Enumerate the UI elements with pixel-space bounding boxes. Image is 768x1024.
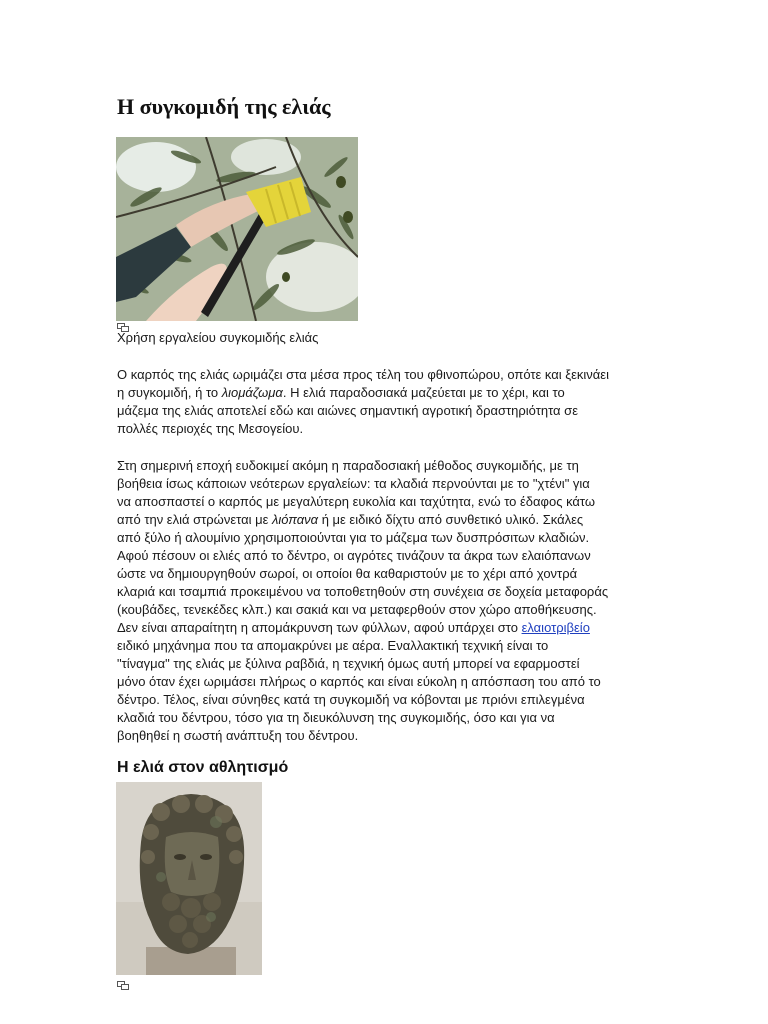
text-segment: ή με ειδικό δίχτυ από συνθετικό υλικό. Σκάλες <box>318 512 584 527</box>
text-line: από ξύλο ή αλουμίνιο χρησιμοποιούνται για το μάζεμα των δυσπρόσιτων κλαδιών. <box>117 530 590 545</box>
text-line: "τίναγμα" της ελιάς με ξύλινα ραβδιά, η τεχνική όμως αυτή μπορεί να εφαρμοστεί <box>117 656 580 671</box>
italic-term: λιόπανα <box>271 512 319 527</box>
paragraph-harvest-methods <box>117 457 657 745</box>
text-segment: από την ελιά στρώνεται με <box>117 512 272 527</box>
text-segment: Δεν είναι απαραίτητη η απομάκρυνση των φύλλων, αφού υπάρχει στο <box>117 620 522 635</box>
text-line: (κουβάδες, τενεκέδες κλπ.) και σακιά και να μεταφερθούν στον χώρο αποθήκευσης. <box>117 602 597 617</box>
olive-harvest-illustration <box>116 137 358 321</box>
text-line: Ο καρπός της ελιάς ωριμάζει στα μέσα προς τέλη του φθινοπώρου, οπότε και ξεκινάει <box>117 367 609 382</box>
text-line: κλαριά και τσαμπιά προκειμένου να τοποθετηθούν στη συνέχεια σε δοχεία μεταφοράς <box>117 584 609 599</box>
text-line: πολλές περιοχές της Μεσογείου. <box>117 421 304 436</box>
text-line: ώστε να δημιουργηθούν σωροί, οι οποίοι θα καθαριστούν με το χέρι από χοντρά <box>117 566 578 581</box>
text-line: Στη σημερινή εποχή ευδοκιμεί ακόμη η παραδοσιακή μέθοδος συγκομιδής, με τη <box>117 458 579 473</box>
page-title: Η συγκομιδή της ελιάς <box>117 94 331 119</box>
section-heading: Η ελιά στον αθλητισμό <box>117 759 289 776</box>
text-line <box>117 384 657 402</box>
italic-term: λιομάζωμα <box>221 385 283 400</box>
text-line: Αφού πέσουν οι ελιές από το δέντρο, οι αγρότες τινάζουν τα άκρα των ελαιόπανων <box>117 548 591 563</box>
text-line: κλαδιά του δέντρου, τόσο για τη διευκόλυνση της συγκομιδής, όσο και για να <box>117 710 555 725</box>
image-placeholder-icon <box>117 977 129 986</box>
text-line <box>117 511 657 529</box>
text-line: να αποσπαστεί ο καρπός με μεγαλύτερη ευκολία και ταχύτητα, ενώ το έδαφος κάτω <box>117 494 596 509</box>
image-placeholder-icon <box>117 319 129 328</box>
text-line: βοήθεια ίσως κάποιων νεότερων εργαλείων: τα κλαδιά περνούνται με το "χτένι" για <box>117 476 590 491</box>
text-segment: η συγκομιδή, ή το <box>117 385 222 400</box>
text-segment: . Η ελιά παραδοσιακά μαζεύεται με το χέρι, και το <box>282 385 565 400</box>
text-line: βοηθηθεί η σωστή ανάπτυξη του δέντρου. <box>117 728 359 743</box>
text-line: μάζεμα της ελιάς αποτελεί εδώ και αιώνες σημαντική αγροτική δραστηριότητα σε <box>117 403 578 418</box>
text-line <box>117 619 657 637</box>
bronze-head-illustration <box>116 782 262 975</box>
paragraph-harvest-season <box>117 366 657 438</box>
olive-harvest-photo <box>116 137 358 321</box>
text-line: μόνο όταν έχει ωριμάσει πλήρως ο καρπός και είναι εύκολη η απόσπαση του από το <box>117 674 601 689</box>
olive-mill-link[interactable]: ελαιοτριβείο <box>521 620 590 635</box>
image-caption: Χρήση εργαλείου συγκομιδής ελιάς <box>117 330 319 345</box>
text-line: ειδικό μηχάνημα που τα απομακρύνει με αέρα. Εναλλακτική τεχνική είναι το <box>117 638 549 653</box>
bronze-head-photo <box>116 782 262 975</box>
text-line: δέντρο. Τέλος, είναι σύνηθες κατά τη συγκομιδή να κόβονται με πριόνι επιλεγμένα <box>117 692 585 707</box>
